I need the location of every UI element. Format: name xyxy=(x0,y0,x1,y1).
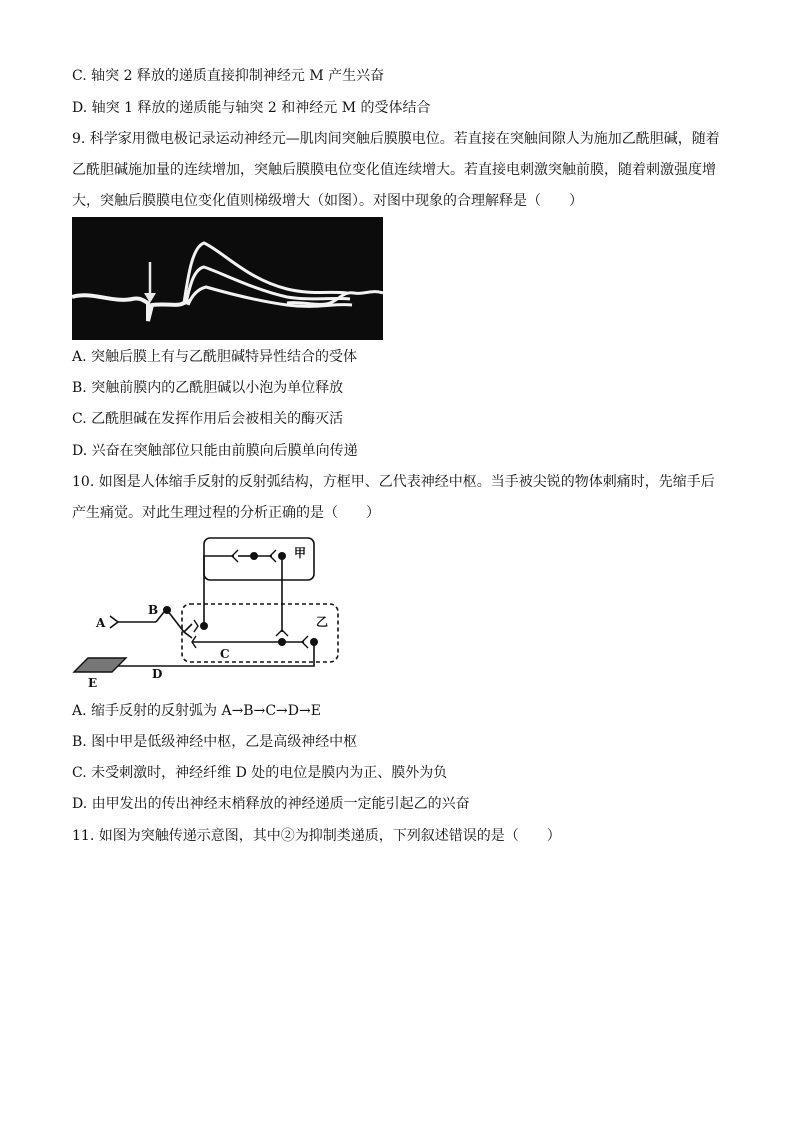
label-e: E xyxy=(88,676,98,690)
q11-stem-line-1: 11. 如图为突触传递示意图，其中②为抑制类递质，下列叙述错误的是（ ） xyxy=(72,828,561,844)
b-branch xyxy=(167,610,192,638)
label-jia: 甲 xyxy=(294,546,307,560)
reflex-arc-diagram xyxy=(68,532,358,692)
q10-option-b: B. 图中甲是低级神经中枢，乙是高级神经中枢 xyxy=(72,734,358,750)
q9-option-c: C. 乙酰胆碱在发挥作用后会被相关的酶灭活 xyxy=(72,411,344,427)
synapse-descending xyxy=(276,630,288,636)
q9-stem-line-3: 大，突触后膜膜电位变化值则梯级增大（如图）。对图中现象的合理解释是（ ） xyxy=(72,193,583,209)
reflex-arc-svg xyxy=(68,532,358,692)
membrane-potential-photo xyxy=(72,217,383,340)
q9-option-b: B. 突触前膜内的乙酰胆碱以小泡为单位释放 xyxy=(72,380,344,396)
q10-stem-line-1: 10. 如图是人体缩手反射的反射弧结构，方框甲、乙代表神经中枢。当手被尖锐的物体刺痛时，先缩手后 xyxy=(72,474,715,490)
receptor-a-ending xyxy=(110,616,156,628)
q9-stem-line-2: 乙酰胆碱施加量的连续增加，突触后膜膜电位变化值连续增大。若直接电刺激突触前膜，随着刺激强度增 xyxy=(72,162,716,178)
q9-option-d: D. 兴奋在突触部位只能由前膜向后膜单向传递 xyxy=(72,443,358,459)
effector-e xyxy=(74,658,126,672)
q8-option-c: C. 轴突 2 释放的递质直接抑制神经元 M 产生兴奋 xyxy=(72,68,385,84)
membrane-potential-traces xyxy=(72,217,383,340)
ascending-fiber xyxy=(204,556,234,626)
label-a: A xyxy=(96,616,106,630)
q10-option-d: D. 由甲发出的传出神经末梢释放的神经递质一定能引起乙的兴奋 xyxy=(72,796,470,812)
label-yi: 乙 xyxy=(316,615,329,629)
label-d: D xyxy=(152,667,163,681)
label-c: C xyxy=(220,647,230,661)
q10-stem-line-2: 产生痛觉。对此生理过程的分析正确的是（ ） xyxy=(72,505,380,521)
synapse-jia-right xyxy=(270,550,276,562)
synapse-jia-left xyxy=(232,550,238,562)
q10-option-a: A. 缩手反射的反射弧为 A→B→C→D→E xyxy=(72,703,321,719)
synapse-upper xyxy=(194,620,198,632)
label-b: B xyxy=(148,603,159,617)
q8-option-d: D. 轴突 1 释放的递质能与轴突 2 和神经元 M 的受体结合 xyxy=(72,100,431,116)
q9-stem-line-1: 9. 科学家用微电极记录运动神经元—肌肉间突触后膜膜电位。若直接在突触间隙人为施加乙酰胆碱，随着 xyxy=(72,131,720,147)
q9-option-a: A. 突触后膜上有与乙酰胆碱特异性结合的受体 xyxy=(72,349,358,365)
trace-large xyxy=(184,243,347,303)
q10-option-c: C. 未受刺激时，神经纤维 D 处的电位是膜内为正、膜外为负 xyxy=(72,765,448,781)
trace-baseline xyxy=(72,295,190,321)
synapse-motor xyxy=(302,636,308,648)
trace-medium xyxy=(186,267,350,303)
